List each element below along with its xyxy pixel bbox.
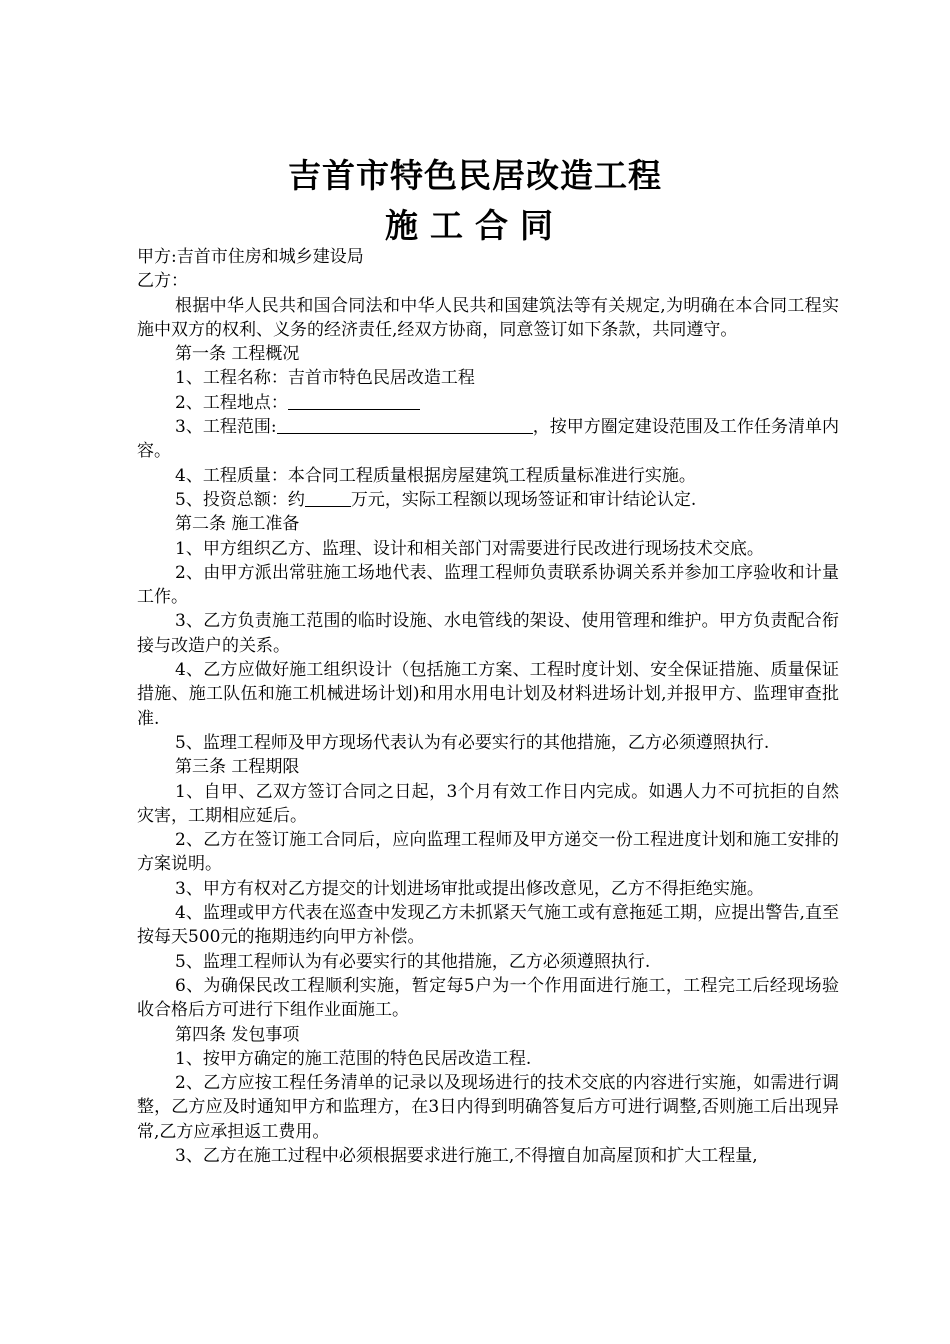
article-3-item-3: 3、甲方有权对乙方提交的计划进场审批或提出修改意见，乙方不得拒绝实施。 <box>175 878 764 899</box>
article-1-item-2 <box>137 391 839 415</box>
article-3-item-2: 2、乙方在签订施工合同后，应向监理工程师及甲方递交一份工程进度计划和施工安排的方案说明。 <box>137 830 839 875</box>
scope-blank <box>277 415 533 434</box>
article-4-item-3: 3、乙方在施工过程中必须根据要求进行施工,不得擅自加高屋顶和扩大工程量, <box>175 1145 758 1166</box>
article-1-item-5 <box>137 488 839 512</box>
article-1-item-1: 1、工程名称：吉首市特色民居改造工程 <box>175 368 475 389</box>
article-4-heading: 第四条 发包事项 <box>175 1024 300 1045</box>
article-3-item-4: 4、监理或甲方代表在巡查中发现乙方未抓紧天气施工或有意拖延工期，应提出警告,直至按每天500元的拖期违约向甲方补偿。 <box>137 903 839 948</box>
contract-body <box>137 245 839 1168</box>
party-a: 甲方:吉首市住房和城乡建设局 <box>137 247 364 267</box>
item-2-label: 2、工程地点： <box>175 392 288 413</box>
article-2-item-3: 3、乙方负责施工范围的临时设施、水电管线的架设、使用管理和维护。甲方负责配合衔接与改造户的关系。 <box>137 611 839 656</box>
preamble: 根据中华人民共和国合同法和中华人民共和国建筑法等有关规定,为明确在本合同工程实施中双方的权利、义务的经济责任,经双方协商，同意签订如下条款，共同遵守。 <box>137 295 839 340</box>
title-line2: 施工合同 <box>385 206 565 245</box>
article-3-item-5: 5、监理工程师认为有必要实行的其他措施，乙方必须遵照执行. <box>175 951 651 972</box>
item-3-tail: ，按甲方圈定建设范围及工作任务清单内容。 <box>137 417 840 462</box>
item-5-tail: 万元，实际工程额以现场签证和审计结论认定. <box>350 489 697 510</box>
article-3-item-1: 1、自甲、乙双方签订合同之日起，3个月有效工作日内完成。如遇人力不可抗拒的自然灾害，工期相应延后。 <box>137 781 839 826</box>
article-1-heading: 第一条 工程概况 <box>175 344 300 365</box>
title-line1: 吉首市特色民居改造工程 <box>288 156 662 195</box>
item-5-label: 5、投资总额：约 <box>175 489 305 510</box>
article-1-item-4: 4、工程质量：本合同工程质量根据房屋建筑工程质量标准进行实施。 <box>175 465 696 486</box>
article-2-item-1: 1、甲方组织乙方、监理、设计和相关部门对需要进行民改进行现场技术交底。 <box>175 538 764 559</box>
article-3-item-6: 6、为确保民改工程顺利实施，暂定每5户为一个作用面进行施工，工程完工后经现场验收合格后方可进行下组作业面施工。 <box>137 975 839 1021</box>
article-2-item-4: 4、乙方应做好施工组织设计（包括施工方案、工程时度计划、安全保证措施、质量保证措施、施工队伍和施工机械进场计划)和用水用电计划及材料进场计划,并报甲方、监理审查批准. <box>137 660 839 729</box>
article-2-item-2: 2、由甲方派出常驻施工场地代表、监理工程师负责联系协调关系并参加工序验收和计量工作。 <box>137 562 839 608</box>
article-4-item-2: 2、乙方应按工程任务清单的记录以及现场进行的技术交底的内容进行实施，如需进行调整，乙方应及时通知甲方和监理方，在3日内得到明确答复后方可进行调整,否则施工后出现异常,乙方应承担返工费用。 <box>137 1073 839 1142</box>
location-blank <box>288 391 420 410</box>
article-2-heading: 第二条 施工准备 <box>175 514 300 535</box>
article-1-item-3 <box>137 415 839 464</box>
article-3-heading: 第三条 工程期限 <box>175 757 300 778</box>
amount-blank <box>305 488 351 507</box>
item-3-label: 3、工程范围: <box>175 417 277 438</box>
article-4-item-1: 1、按甲方确定的施工范围的特色民居改造工程. <box>175 1048 532 1069</box>
party-b: 乙方： <box>137 271 188 292</box>
article-2-item-5: 5、监理工程师及甲方现场代表认为有必要实行的其他措施，乙方必须遵照执行. <box>175 732 770 753</box>
